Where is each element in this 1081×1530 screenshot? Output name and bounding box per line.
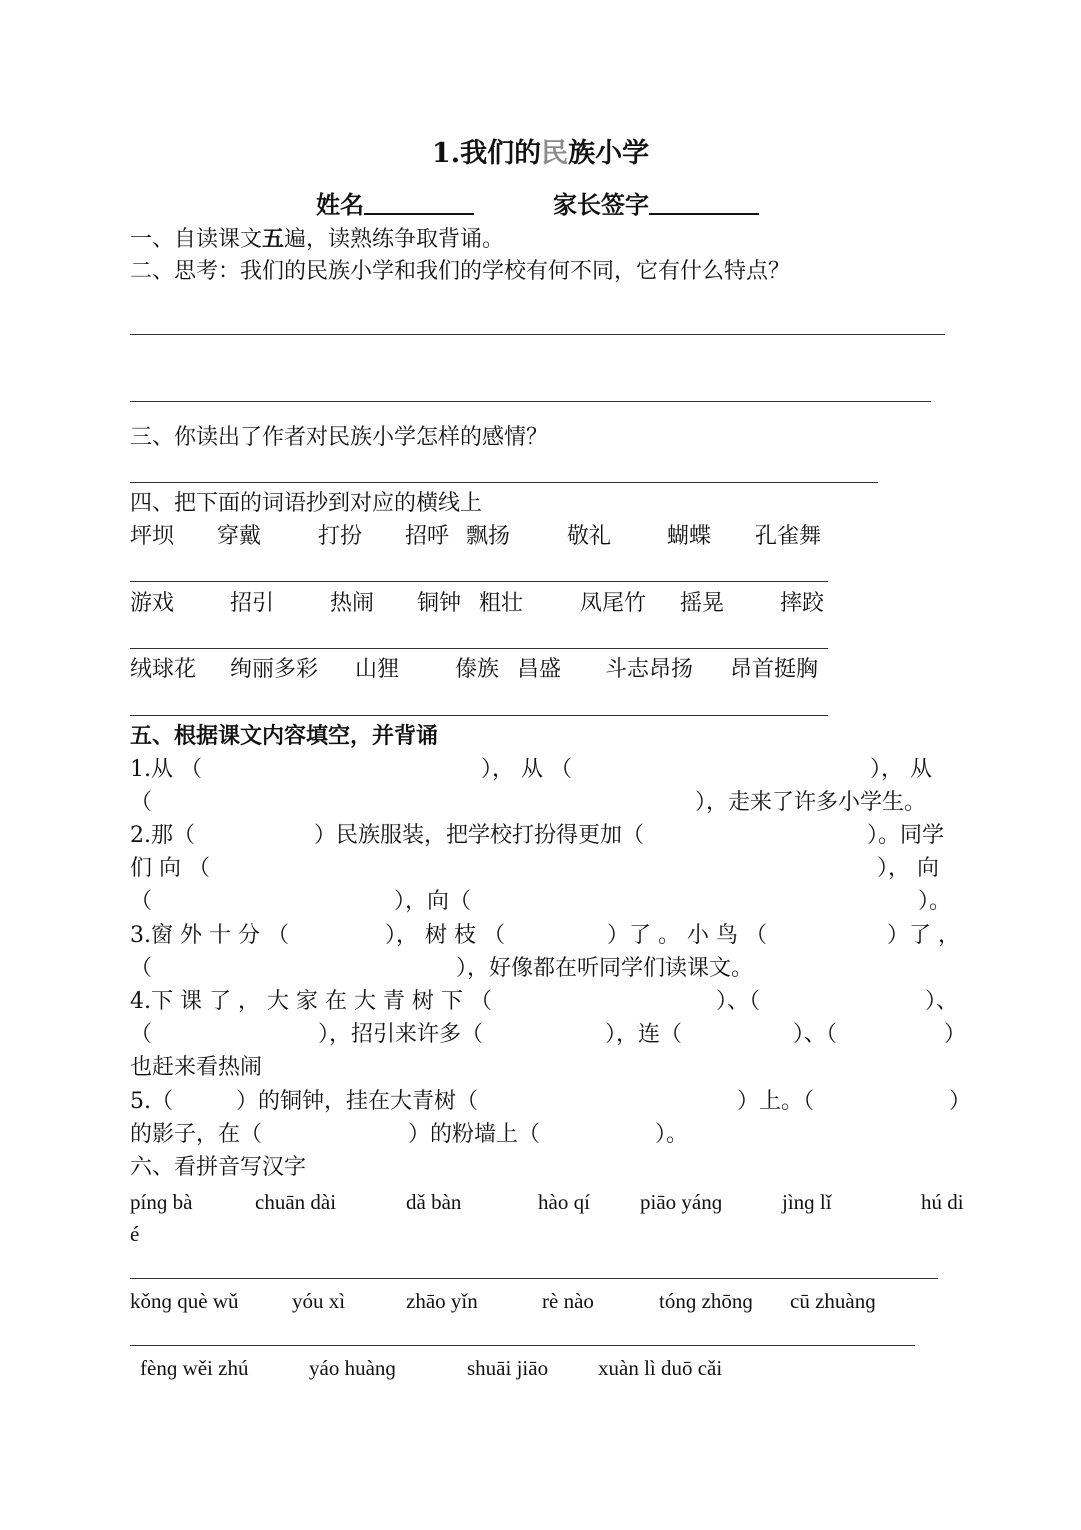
section-5-text-a: 五、根据课文内容填空， [130,723,373,749]
fill-text: （ [130,1022,153,1047]
fill-text: ） [949,1089,972,1114]
section-5-text-b: 并背诵 [372,723,439,749]
fill-text: ）了 。 小 鸟 （ [607,923,767,948]
parent-sign-label: 家长签字 [553,190,649,219]
fill-text: ） [944,1022,967,1047]
answer-line-3[interactable] [130,482,878,483]
word-row-2 [0,589,1081,619]
fill-text: ）了 ， [887,923,960,948]
word-row-3 [0,655,1081,685]
pinyin-item: rè nào [542,1289,594,1313]
word-item: 绚丽多彩 [230,657,319,682]
pinyin-item: kǒnɡ què wǔ [130,1289,239,1313]
word-item: 蝴蝶 [667,524,712,549]
fill-text: ）、（ [716,989,761,1014]
word-item: 游戏 [130,591,175,616]
word-item: 绒球花 [130,657,197,682]
fill-text: ），连（ [605,1022,683,1047]
fill-text: ）的粉墙上（ [408,1122,541,1147]
pinyin-item: zhāo yǐn [406,1289,478,1313]
section-4: 四、把下面的词语抄到对应的横线上 [130,491,483,516]
pinyin-wrap: é [130,1222,140,1246]
fill-text: 2.那（ [130,823,195,848]
section-5 [130,721,438,752]
fill-text: ）上。（ [737,1089,815,1114]
parent-sign-field [553,190,759,220]
copy-line-1[interactable] [130,581,828,582]
name-label: 姓名 [316,190,364,219]
word-item: 穿戴 [217,524,262,549]
section-1-text-c: 遍，读熟练争取背诵。 [284,227,505,252]
answer-line-2a[interactable] [130,334,945,335]
fill-text: ）， 树 枝 （ [385,923,505,948]
word-item: 昌盛 [517,657,562,682]
word-item: 摔跤 [780,591,825,616]
fill-text: 1.从 （ [130,757,202,782]
title-prefix: 1.我们的 [431,138,542,169]
word-item: 打扮 [318,524,363,549]
pinyin-item: dǎ bàn [406,1190,462,1214]
fill-text: ）。 [918,889,952,914]
copy-line-2[interactable] [130,648,828,649]
section-2: 二、思考：我们的民族小学和我们的学校有何不同，它有什么特点？ [130,259,791,284]
title-highlight: 民 [541,138,569,169]
fill-text: （ [130,889,153,914]
pinyin-item: hào qí [538,1190,590,1214]
page-title [0,136,1081,172]
word-item: 招引 [230,591,275,616]
word-item: 摇晃 [680,591,725,616]
section-1 [130,224,504,255]
word-item: 凤尾竹 [580,591,647,616]
name-blank[interactable] [364,191,474,215]
word-item: 粗壮 [479,591,524,616]
pinyin-item: jìnɡ lǐ [782,1190,832,1214]
word-item: 昂首挺胸 [730,657,819,682]
copy-line-3[interactable] [130,715,828,716]
word-item: 孔雀舞 [755,524,822,549]
word-item: 斗志昂扬 [605,657,694,682]
fill-text: 也赶来看热闹 [130,1055,263,1080]
section-6: 六、看拼音写汉字 [130,1155,307,1180]
fill-text: ），向（ [394,889,472,914]
word-item: 敬礼 [567,524,612,549]
fill-text: ）、（ [793,1022,838,1047]
fill-text: 3.窗 外 十 分 （ [130,923,289,948]
fill-text: ）、 [925,989,959,1014]
pinyin-item: tónɡ zhōnɡ [659,1289,753,1313]
section-3: 三、你读出了作者对民族小学怎样的感情？ [130,425,549,450]
answer-line-2b[interactable] [130,401,931,402]
fill-text: 5.（ [130,1089,173,1114]
word-item: 招呼 [405,524,450,549]
fill-text: （ [130,956,153,981]
fill-text: ）， 从 [870,757,932,782]
fill-text: ）民族服装，把学校打扮得更加（ [314,823,645,848]
pinyin-item: cū zhuànɡ [790,1289,876,1313]
fill-text: ），好像都在听同学们读课文。 [456,956,754,981]
parent-sign-blank[interactable] [649,191,759,215]
fill-text: ）的铜钟，挂在大青树（ [236,1089,479,1114]
word-item: 傣族 [455,657,500,682]
pinyin-item: shuāi jiāo [467,1356,549,1380]
word-item: 飘扬 [466,524,511,549]
word-item: 山狸 [355,657,400,682]
pinyin-item: xuàn lì duō cǎi [598,1356,723,1380]
section-1-text-a: 一、自读课文 [130,227,263,252]
pinyin-item: fènɡ wěi zhú [140,1356,249,1380]
fill-text: 的影子，在（ [130,1122,263,1147]
fill-text: （ [130,790,153,815]
word-item: 热闹 [330,591,375,616]
fill-text: ），走来了许多小学生。 [695,790,927,815]
pinyin-item: chuān dài [255,1190,337,1214]
fill-text: ）， 向 [877,856,939,881]
word-item: 铜钟 [417,591,462,616]
word-row-1 [0,522,1081,552]
title-suffix: 族小学 [568,138,650,169]
pinyin-item: pínɡ bà [130,1190,193,1214]
pinyin-item: hú di [921,1190,964,1214]
word-item: 坪坝 [130,524,175,549]
pinyin-item: piāo yánɡ [640,1190,723,1214]
fill-text: ）， 从 （ [481,757,572,782]
fill-text: ）。 [655,1122,689,1147]
fill-text: ），招引来许多（ [318,1022,484,1047]
fill-text: ）。同学 [867,823,945,848]
fill-text: 们 向 （ [130,856,210,881]
pinyin-line-2[interactable] [130,1345,915,1346]
pinyin-item: yóu xì [292,1289,346,1313]
pinyin-line-1[interactable] [130,1278,938,1279]
pinyin-item: yáo huànɡ [309,1356,396,1380]
name-field [316,190,474,220]
fill-text: 4.下 课 了 ， 大 家 在 大 青 树 下 （ [130,989,492,1014]
section-1-text-b: 五 [262,226,285,252]
